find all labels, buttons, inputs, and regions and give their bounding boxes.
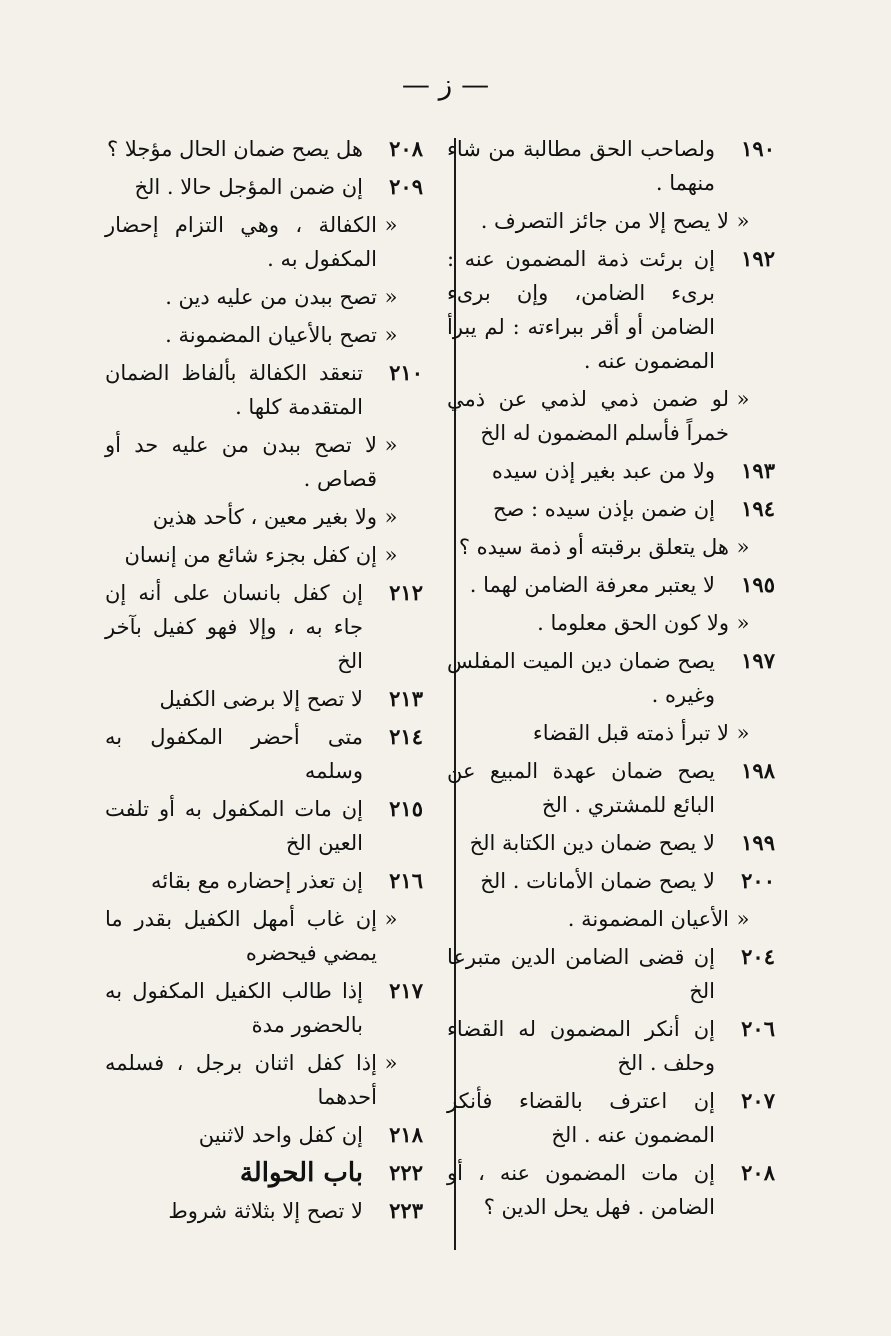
index-entry <box>447 492 775 526</box>
page-number: ٢١٨ <box>389 1122 423 1147</box>
index-entry <box>105 280 423 314</box>
entry-text: لا تصح ببدن من عليه حد أو قصاص . <box>105 433 377 491</box>
index-entry <box>447 568 775 602</box>
entry-text: إذا كفل اثنان برجل ، فسلمه أحدهما <box>105 1051 377 1109</box>
entry-text: إن أنكر المضمون له القضاء وحلف . الخ <box>447 1017 715 1075</box>
index-entry <box>105 170 423 204</box>
page-number: ١٩٢ <box>741 246 775 271</box>
entry-text: لا يعتبر معرفة الضامن لهما . <box>469 573 715 597</box>
index-entry <box>105 208 423 276</box>
page-number: ٢٠٨ <box>389 136 423 161</box>
ditto-mark: « <box>736 209 750 233</box>
index-entry <box>105 792 423 860</box>
index-entry <box>447 754 775 822</box>
entry-text: يصح ضمان دين الميت المفلس وغيره . <box>447 649 715 707</box>
index-entry <box>105 974 423 1042</box>
index-entry <box>105 902 423 970</box>
ditto-mark: « <box>736 535 750 559</box>
entry-text: لا تصح إلا بثلاثة شروط <box>168 1199 363 1223</box>
index-entry <box>447 644 775 712</box>
entry-text: إن برئت ذمة المضمون عنه : برىء الضامن، وإن برىء الضامن أو أقر ببراءته : لم يبرأ المضمون عنه . <box>447 247 715 373</box>
entry-text: باب الحوالة <box>239 1158 363 1188</box>
page-number: ١٩٨ <box>741 758 775 783</box>
right-column <box>447 132 775 1228</box>
page-number: ١٩٩ <box>741 830 775 855</box>
index-entry <box>105 538 423 572</box>
page-number: ٢٠٦ <box>741 1016 775 1041</box>
entry-text: إذا طالب الكفيل المكفول به بالحضور مدة <box>105 979 363 1037</box>
index-entry <box>447 132 775 200</box>
page-number: ٢١٣ <box>389 686 423 711</box>
ditto-mark: « <box>384 285 398 309</box>
entry-text: ولا كون الحق معلوما . <box>537 611 729 635</box>
index-entry <box>447 382 775 450</box>
page-number: ٢١٠ <box>389 360 423 385</box>
entry-text: إن غاب أمهل الكفيل بقدر ما يمضي فيحضره <box>105 907 377 965</box>
ditto-mark: « <box>736 611 750 635</box>
entry-text: لو ضمن ذمي لذمي عن ذمي خمراً فأسلم المضمون له الخ <box>447 387 729 445</box>
entry-text: تصح ببدن من عليه دين . <box>165 285 377 309</box>
page-number: ٢٢٢ <box>389 1160 423 1185</box>
index-entry <box>447 940 775 1008</box>
page-number: ٢١٦ <box>389 868 423 893</box>
index-entry <box>105 1118 423 1152</box>
entry-text: هل يتعلق برقبته أو ذمة سيده ؟ <box>458 535 729 559</box>
entry-text: إن تعذر إحضاره مع بقائه <box>150 869 363 893</box>
page-number: ٢١٢ <box>389 580 423 605</box>
entry-text: إن مات المكفول به أو تلفت العين الخ <box>105 797 363 855</box>
page-number: ١٩٥ <box>741 572 775 597</box>
index-entry <box>105 500 423 534</box>
entry-text: ولا من عبد بغير إذن سيده <box>491 459 715 483</box>
index-entry <box>105 864 423 898</box>
index-entry <box>447 864 775 898</box>
index-entry <box>447 530 775 564</box>
page-number: ٢٠٧ <box>741 1088 775 1113</box>
index-entry <box>105 356 423 424</box>
entry-text: متى أحضر المكفول به وسلمه <box>105 725 363 783</box>
entry-text: إن مات المضمون عنه ، أو الضامن . فهل يحل الدين ؟ <box>447 1161 715 1219</box>
page-number: ٢٠٠ <box>741 868 775 893</box>
entry-text: هل يصح ضمان الحال مؤجلا ؟ <box>107 137 363 161</box>
entry-text: ولصاحب الحق مطالبة من شاء منهما . <box>447 137 715 195</box>
entry-text: تصح بالأعيان المضمونة . <box>165 323 377 347</box>
ditto-mark: « <box>384 1051 398 1075</box>
index-entry <box>105 1194 423 1228</box>
entry-text: إن كفل بانسان على أنه إن جاء به ، وإلا فهو كفيل بآخر الخ <box>105 581 363 673</box>
index-entry <box>447 454 775 488</box>
entry-text: لا تبرأ ذمته قبل القضاء <box>532 721 729 745</box>
page-header: — ز — <box>401 68 490 101</box>
ditto-mark: « <box>384 543 398 567</box>
entry-text: إن قضى الضامن الدين متبرعا الخ <box>447 945 715 1003</box>
ditto-mark: « <box>384 323 398 347</box>
page-number: ٢٢٣ <box>389 1198 423 1223</box>
ditto-mark: « <box>384 505 398 529</box>
page-number: ٢١٥ <box>389 796 423 821</box>
index-entry <box>447 242 775 378</box>
page-number: ٢١٧ <box>389 978 423 1003</box>
entry-text: الأعيان المضمونة . <box>567 907 729 931</box>
entry-text: لا تصح إلا برضى الكفيل <box>159 687 363 711</box>
entry-text: الكفالة ، وهي التزام إحضار المكفول به . <box>105 213 377 271</box>
ditto-mark: « <box>384 213 398 237</box>
index-entry <box>447 204 775 238</box>
page-number: ٢٠٨ <box>741 1160 775 1185</box>
page-number: ٢٠٤ <box>741 944 775 969</box>
index-entry <box>447 606 775 640</box>
index-entry <box>447 826 775 860</box>
entry-text: لا يصح إلا من جائز التصرف . <box>480 209 729 233</box>
index-entry <box>447 1156 775 1224</box>
index-entry <box>105 682 423 716</box>
index-entry <box>105 132 423 166</box>
index-section-heading <box>105 1156 423 1190</box>
entry-text: إن كفل واحد لاثنين <box>198 1123 363 1147</box>
index-entry <box>447 1012 775 1080</box>
entry-text: تنعقد الكفالة بألفاظ الضمان المتقدمة كلها . <box>105 361 363 419</box>
ditto-mark: « <box>736 907 750 931</box>
ditto-mark: « <box>384 433 398 457</box>
page-number: ٢١٤ <box>389 724 423 749</box>
entry-text: ولا بغير معين ، كأحد هذين <box>152 505 377 529</box>
index-entry <box>105 428 423 496</box>
entry-text: يصح ضمان عهدة المبيع عن البائع للمشتري . الخ <box>447 759 715 817</box>
page-number: ١٩٠ <box>741 136 775 161</box>
entry-text: لا يصح ضمان دين الكتابة الخ <box>469 831 715 855</box>
index-entry <box>105 1046 423 1114</box>
index-entry <box>105 318 423 352</box>
index-entry <box>447 1084 775 1152</box>
page-number: ١٩٧ <box>741 648 775 673</box>
index-entry <box>105 576 423 678</box>
entry-text: إن اعترف بالقضاء فأنكر المضمون عنه . الخ <box>447 1089 715 1147</box>
entry-text: لا يصح ضمان الأمانات . الخ <box>480 869 715 893</box>
entry-text: إن ضمن المؤجل حالا . الخ <box>134 175 363 199</box>
page-number: ١٩٤ <box>741 496 775 521</box>
page-number: ١٩٣ <box>741 458 775 483</box>
index-entry <box>447 902 775 936</box>
entry-text: إن كفل بجزء شائع من إنسان <box>124 543 377 567</box>
page-number: ٢٠٩ <box>389 174 423 199</box>
ditto-mark: « <box>736 387 750 411</box>
ditto-mark: « <box>736 721 750 745</box>
entry-text: إن ضمن بإذن سيده : صح <box>492 497 715 521</box>
left-column <box>105 132 423 1232</box>
index-entry <box>105 720 423 788</box>
index-entry <box>447 716 775 750</box>
ditto-mark: « <box>384 907 398 931</box>
